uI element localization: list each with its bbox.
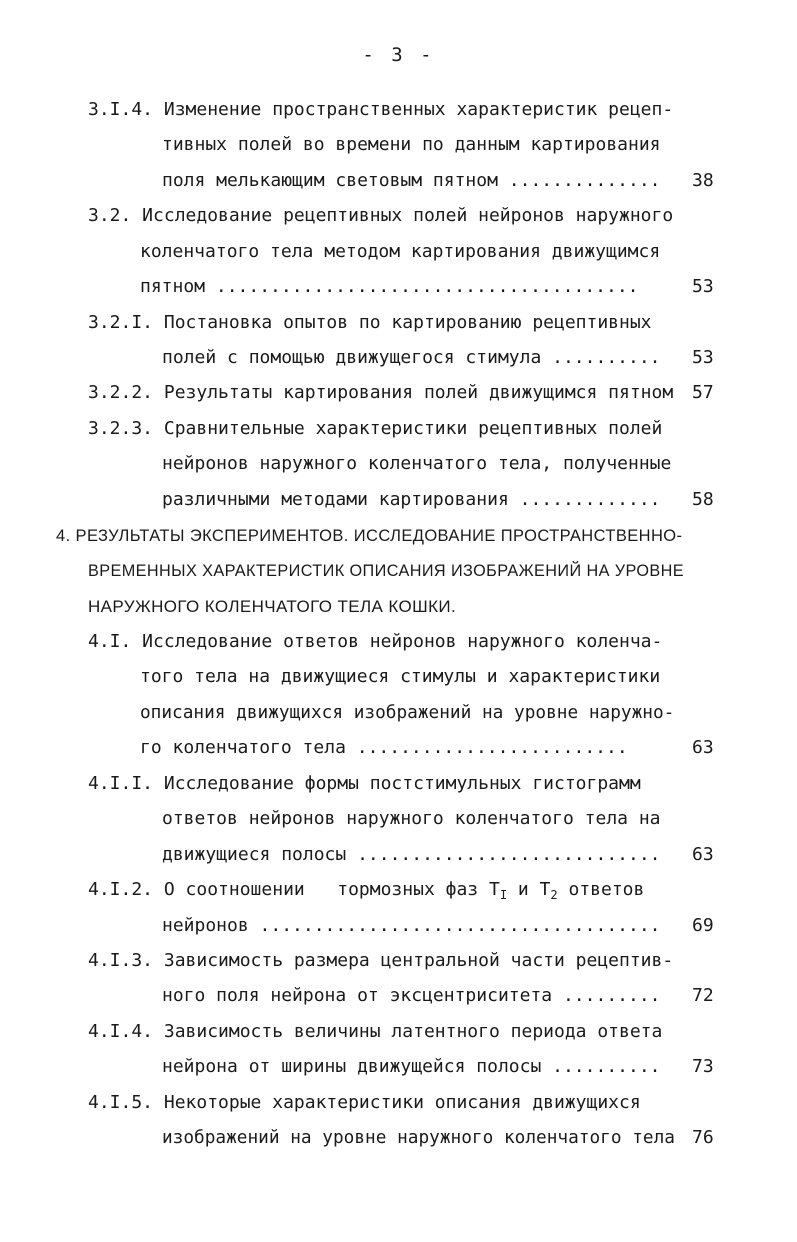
- toc-entry-3-2-2-line-1: 3.2.2. Результаты картирования полей движущимся пятном: [88, 382, 674, 403]
- toc-entry-3-2-3-line-3: различными методами картирования .............: [162, 489, 661, 510]
- toc-entry-3-2-line-2: коленчатого тела методом картирования движущимся: [140, 241, 661, 262]
- toc-entry-3-2-3-page: 58: [692, 489, 714, 510]
- toc-entry-3-1-4-line-1: 3.I.4. Изменение пространственных характеристик рецеп-: [88, 99, 674, 120]
- chapter-4-heading-line-3: НАРУЖНОГО КОЛЕНЧАТОГО ТЕЛА КОШКИ.: [88, 597, 457, 616]
- toc-entry-3-2-2-page: 57: [692, 382, 714, 403]
- toc-entry-4-1-2-page: 69: [692, 915, 714, 936]
- toc-entry-4-1-5-line-1: 4.I.5. Некоторые характеристики описания движущихся: [88, 1092, 641, 1113]
- toc-entry-4-1-1-line-1: 4.I.I. Исследование формы постстимульных гистограмм: [88, 773, 641, 794]
- toc-entry-4-1-line-4: го коленчатого тела .........................: [140, 737, 628, 758]
- chapter-4-heading-line-2: ВРЕМЕННЫХ ХАРАКТЕРИСТИК ОПИСАНИЯ ИЗОБРАЖЕНИЙ НА УРОВНЕ: [88, 562, 684, 580]
- chapter-4-heading-line-1: 4. РЕЗУЛЬТАТЫ ЭКСПЕРИМЕНТОВ. ИССЛЕДОВАНИЕ ПРОСТРАНСТВЕННО-: [56, 527, 683, 545]
- toc-entry-4-1-3-line-1: 4.I.3. Зависимость размера центральной части рецептив-: [88, 950, 674, 971]
- toc-entry-4-1-5-line-2: изображений на уровне наружного коленчатого тела: [162, 1128, 675, 1148]
- toc-entry-4-1-line-1: 4.I. Исследование ответов нейронов наружного коленча-: [88, 631, 663, 652]
- toc-entry-3-1-4-line-2: тивных полей во времени по данным картирования: [162, 134, 661, 155]
- toc-entry-4-1-2-text: 4.I.2. О соотношении тормозных фаз T: [88, 879, 500, 900]
- toc-entry-3-2-page: 53: [692, 276, 714, 297]
- toc-entry-4-1-2-line-2: нейронов .....................................: [162, 915, 661, 936]
- toc-entry-4-1-1-page: 63: [692, 844, 714, 865]
- toc-entry-3-1-4-page: 38: [692, 170, 714, 191]
- toc-entry-3-2-3-line-1: 3.2.3. Сравнительные характеристики рецептивных полей: [88, 418, 663, 439]
- toc-entry-4-1-4-line-2: нейрона от ширины движущейся полосы ..........: [162, 1056, 661, 1077]
- toc-entry-4-1-1-line-3: движущиеся полосы ............................: [162, 844, 661, 865]
- toc-entry-4-1-4-line-1: 4.I.4. Зависимость величины латентного периода ответа: [88, 1021, 663, 1042]
- toc-entry-4-1-4-page: 73: [692, 1056, 714, 1077]
- toc-entry-4-1-page: 63: [692, 737, 714, 758]
- toc-entry-4-1-line-3: описания движущихся изображений на уровне наружно-: [140, 703, 675, 723]
- toc-entry-4-1-3-line-2: ного поля нейрона от эксцентриситета .........: [162, 985, 661, 1006]
- toc-entry-4-1-3-page: 72: [692, 985, 714, 1006]
- toc-entry-3-2-line-1: 3.2. Исследование рецептивных полей нейронов наружного: [88, 205, 674, 226]
- toc-entry-3-1-4-line-3: поля мелькающим световым пятном ..............: [162, 170, 661, 191]
- subscript-t1: I: [499, 888, 508, 902]
- toc-entry-4-1-line-2: того тела на движущиеся стимулы и характеристики: [140, 666, 661, 687]
- toc-entry-4-1-2-tail: ответов: [557, 879, 645, 900]
- toc-entry-3-2-line-3: пятном .......................................: [140, 276, 639, 297]
- page-number: - 3 -: [362, 44, 435, 66]
- toc-entry-4-1-5-page: 76: [692, 1127, 714, 1148]
- toc-entry-4-1-2-line-1: [88, 878, 644, 907]
- subscript-t2: 2: [550, 888, 558, 902]
- toc-entry-3-2-1-line-2: полей с помощью движущегося стимула ..........: [162, 347, 661, 368]
- toc-entry-4-1-1-line-2: ответов нейронов наружного коленчатого тела на: [162, 808, 661, 829]
- toc-entry-3-2-1-line-1: 3.2.I. Постановка опытов по картированию рецептивных: [88, 312, 652, 333]
- toc-entry-4-1-2-mid: и T: [507, 879, 551, 900]
- toc-entry-3-2-1-page: 53: [692, 347, 714, 368]
- toc-entry-3-2-3-line-2: нейронов наружного коленчатого тела, полученные: [162, 453, 672, 474]
